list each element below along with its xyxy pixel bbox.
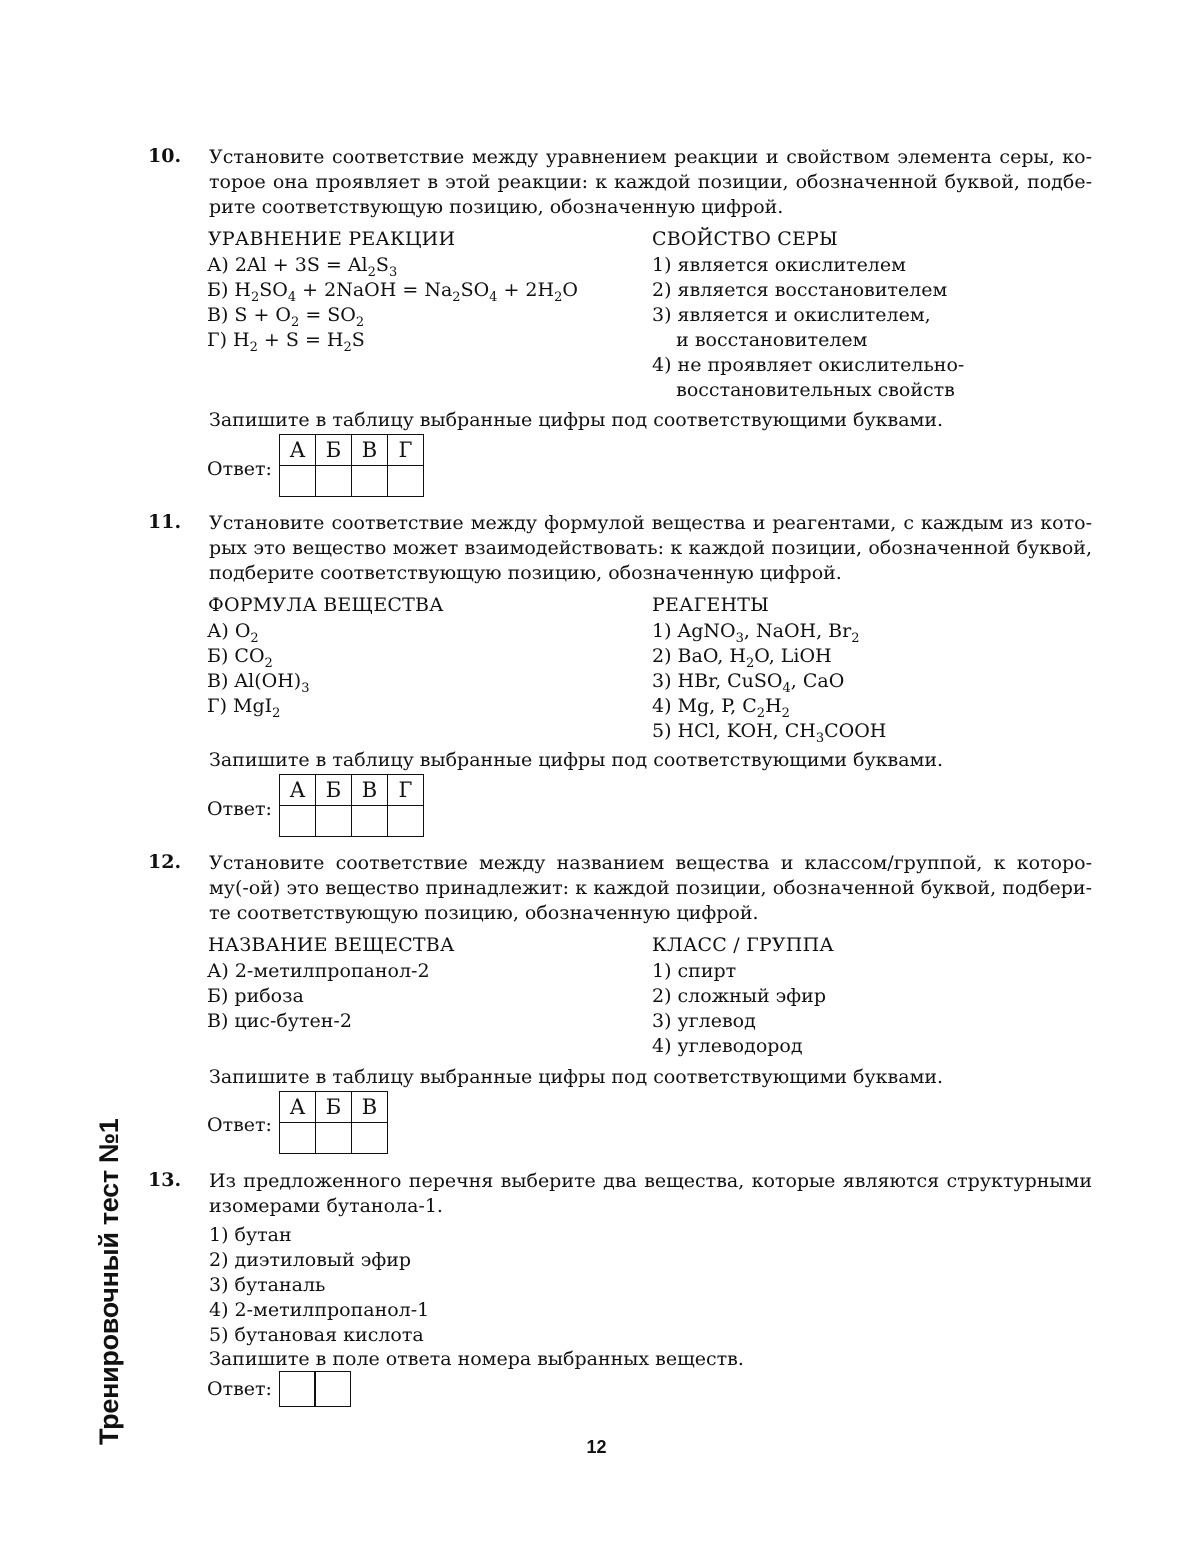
answer-letter: Б bbox=[316, 435, 352, 466]
q12-class-2: 2) сложный эфир bbox=[652, 985, 826, 1007]
answer-cell[interactable] bbox=[316, 466, 352, 497]
q12-text-line: му(-ой) это вещество принадлежит: к каждой позиции, обозначенной буквой, подбери- bbox=[209, 877, 1092, 899]
q13-option-1: 1) бутан bbox=[209, 1224, 292, 1246]
q12-substance-a: А) 2-метилпропанол-2 bbox=[207, 960, 430, 982]
q11-text-line: рых это вещество может взаимодействовать: к каждой позиции, обозначенной буквой, bbox=[209, 537, 1092, 559]
q13-option-4: 4) 2-метилпропанол-1 bbox=[209, 1299, 430, 1321]
q12-answer-table bbox=[279, 1091, 388, 1154]
q12-text-line: Установите соответствие между названием вещества и классом/группой, к которо- bbox=[209, 852, 1092, 874]
answer-cell[interactable] bbox=[316, 1123, 352, 1154]
q11-answer-table bbox=[279, 774, 424, 837]
q11-text-line: подберите соответствующую позицию, обозначенную цифрой. bbox=[209, 562, 842, 584]
answer-cell[interactable] bbox=[315, 1371, 351, 1407]
q13-instruction: Запишите в поле ответа номера выбранных веществ. bbox=[209, 1348, 744, 1370]
answer-letter: А bbox=[280, 1092, 316, 1123]
q12-class-4: 4) углеводород bbox=[652, 1035, 803, 1057]
q10-answer-label: Ответ: bbox=[207, 458, 272, 480]
q13-text-line: Из предложенного перечня выберите два вещества, которые являются структурными bbox=[209, 1170, 1092, 1192]
q13-option-2: 2) диэтиловый эфир bbox=[209, 1249, 412, 1271]
q10-property-4: 4) не проявляет окислительно- bbox=[652, 354, 965, 376]
q10-reaction-c: В) $S + O_2 = SO_2$ bbox=[207, 304, 365, 330]
answer-cell[interactable] bbox=[280, 1123, 316, 1154]
q13-answer-label: Ответ: bbox=[207, 1378, 272, 1400]
q11-instruction: Запишите в таблицу выбранные цифры под соответствующими буквами. bbox=[209, 749, 944, 771]
q11-left-header: ФОРМУЛА ВЕЩЕСТВА bbox=[208, 594, 444, 616]
q13-option-3: 3) бутаналь bbox=[209, 1274, 326, 1296]
q11-formula-b: Б) $CO_2$ bbox=[207, 645, 273, 671]
answer-letter: Г bbox=[388, 775, 424, 806]
q11-text-line: Установите соответствие между формулой вещества и реагентами, с каждым из кото- bbox=[209, 512, 1092, 534]
q12-substance-c: В) цис-бутен-2 bbox=[207, 1010, 352, 1032]
q10-answer-table bbox=[279, 434, 424, 497]
q12-text-line: те соответствующую позицию, обозначенную цифрой. bbox=[209, 902, 759, 924]
q11-reagent-1: 1) AgNO$_3$, NaOH, $Br_2$ bbox=[652, 620, 860, 646]
q11-answer-label: Ответ: bbox=[207, 798, 272, 820]
answer-cell[interactable] bbox=[352, 1123, 388, 1154]
q12-substance-b: Б) рибоза bbox=[207, 985, 304, 1007]
q10-property-1: 1) является окислителем bbox=[652, 254, 906, 276]
q11-right-header: РЕАГЕНТЫ bbox=[652, 594, 770, 616]
q12-answer-label: Ответ: bbox=[207, 1114, 272, 1136]
answer-cell[interactable] bbox=[279, 1371, 315, 1407]
answer-letter: В bbox=[352, 1092, 388, 1123]
q10-text-line: торое она проявляет в этой реакции: к каждой позиции, обозначенной буквой, подбе- bbox=[209, 171, 1092, 193]
answer-cell[interactable] bbox=[388, 466, 424, 497]
q10-reaction-b: Б) $H_2SO_4$ + 2NaOH = $Na_2SO_4 + 2H_2O$ bbox=[207, 279, 578, 305]
answer-cell[interactable] bbox=[316, 806, 352, 837]
q12-right-header: КЛАСС / ГРУППА bbox=[652, 934, 834, 956]
q10-property-4-cont: восстановительных свойств bbox=[652, 379, 955, 401]
answer-letter: В bbox=[352, 435, 388, 466]
q10-instruction: Запишите в таблицу выбранные цифры под соответствующими буквами. bbox=[209, 409, 944, 431]
answer-letter: Г bbox=[388, 435, 424, 466]
q10-reaction-d: Г) $H_2 + S = H_2S$ bbox=[207, 329, 365, 355]
answer-letter: Б bbox=[316, 775, 352, 806]
q10-property-3-cont: и восстановителем bbox=[652, 329, 868, 351]
q12-class-1: 1) спирт bbox=[652, 960, 737, 982]
answer-letter: А bbox=[280, 435, 316, 466]
q11-reagent-2: 2) BaO, $H_2O$, LiOH bbox=[652, 645, 832, 671]
answer-cell[interactable] bbox=[280, 806, 316, 837]
q11-reagent-3: 3) HBr, CuSO$_4$, CaO bbox=[652, 670, 845, 696]
q10-left-header: УРАВНЕНИЕ РЕАКЦИИ bbox=[208, 228, 456, 250]
answer-cell[interactable] bbox=[280, 466, 316, 497]
q10-property-3: 3) является и окислителем, bbox=[652, 304, 931, 326]
q13-option-5: 5) бутановая кислота bbox=[209, 1324, 424, 1346]
answer-cell[interactable] bbox=[352, 466, 388, 497]
q11-formula-a: А) $O_2$ bbox=[207, 620, 259, 646]
page-number: 12 bbox=[586, 1437, 607, 1457]
q12-instruction: Запишите в таблицу выбранные цифры под соответствующими буквами. bbox=[209, 1066, 944, 1088]
q10-right-header: СВОЙСТВО СЕРЫ bbox=[652, 228, 838, 250]
q11-formula-d: Г) MgI$_2$ bbox=[207, 695, 281, 721]
q10-text-line: Установите соответствие между уравнением реакции и свойством элемента серы, ко- bbox=[209, 146, 1092, 168]
q11-reagent-4: 4) Mg, P, $C_2H_2$ bbox=[652, 695, 790, 721]
q11-formula-c: В) $Al(OH)_3$ bbox=[207, 670, 310, 696]
q11-reagent-5: 5) HCl, KOH, $CH_3COOH$ bbox=[652, 720, 887, 746]
q10-reaction-a: А) $2Al + 3S = Al_2S_3$ bbox=[207, 254, 398, 280]
q10-text-line: рите соответствующую позицию, обозначенную цифрой. bbox=[209, 196, 784, 218]
q11-number: 11. bbox=[148, 511, 182, 533]
sidebar-title: Тренировочный тест №1 bbox=[94, 1118, 124, 1445]
q12-number: 12. bbox=[148, 851, 182, 873]
q12-left-header: НАЗВАНИЕ ВЕЩЕСТВА bbox=[208, 934, 455, 956]
answer-letter: Б bbox=[316, 1092, 352, 1123]
q12-class-3: 3) углевод bbox=[652, 1010, 756, 1032]
answer-letter: А bbox=[280, 775, 316, 806]
q13-text-line: изомерами бутанола-1. bbox=[209, 1195, 443, 1217]
answer-cell[interactable] bbox=[352, 806, 388, 837]
answer-cell[interactable] bbox=[388, 806, 424, 837]
q10-number: 10. bbox=[148, 145, 182, 167]
answer-letter: В bbox=[352, 775, 388, 806]
q10-property-2: 2) является восстановителем bbox=[652, 279, 948, 301]
q13-number: 13. bbox=[148, 1169, 182, 1191]
